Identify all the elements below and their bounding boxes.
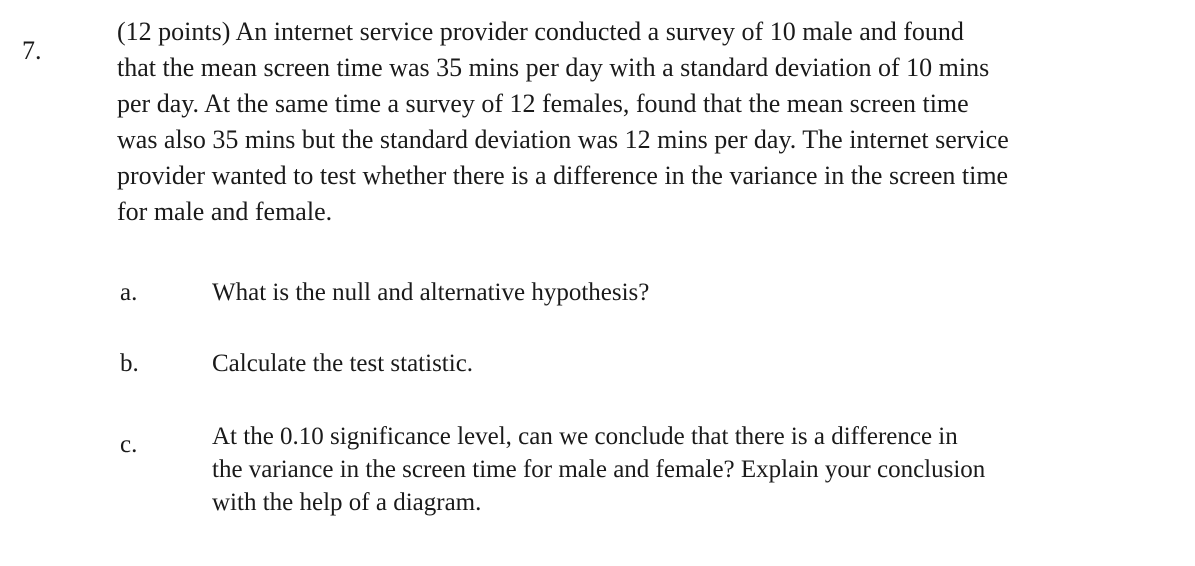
part-a-label: a. — [120, 279, 138, 306]
question-line: for male and female. — [117, 197, 333, 226]
part-c-label: c. — [120, 431, 138, 458]
part-b-label: b. — [120, 350, 139, 377]
part-b-line: Calculate the test statistic. — [212, 350, 474, 377]
part-c-line: with the help of a diagram. — [212, 489, 482, 516]
question-text — [117, 14, 1157, 230]
question-line: per day. At the same time a survey of 12 females, found that the mean screen time — [117, 89, 969, 118]
question-line: (12 points) An internet service provider conducted a survey of 10 male and found — [117, 17, 964, 46]
question-number: 7. — [22, 36, 42, 65]
part-c-line: the variance in the screen time for male and female? Explain your conclusion — [212, 456, 986, 483]
part-c-line: At the 0.10 significance level, can we conclude that there is a difference in — [212, 423, 958, 450]
question-line: was also 35 mins but the standard deviation was 12 mins per day. The internet service — [117, 125, 1009, 154]
part-b-text — [212, 347, 1162, 380]
question-line: that the mean screen time was 35 mins per day with a standard deviation of 10 mins — [117, 53, 990, 82]
part-a-text — [212, 276, 1162, 309]
part-a-line: What is the null and alternative hypothesis? — [212, 279, 650, 306]
part-c-text — [212, 420, 1162, 519]
question-line: provider wanted to test whether there is a difference in the variance in the screen time — [117, 161, 1009, 190]
